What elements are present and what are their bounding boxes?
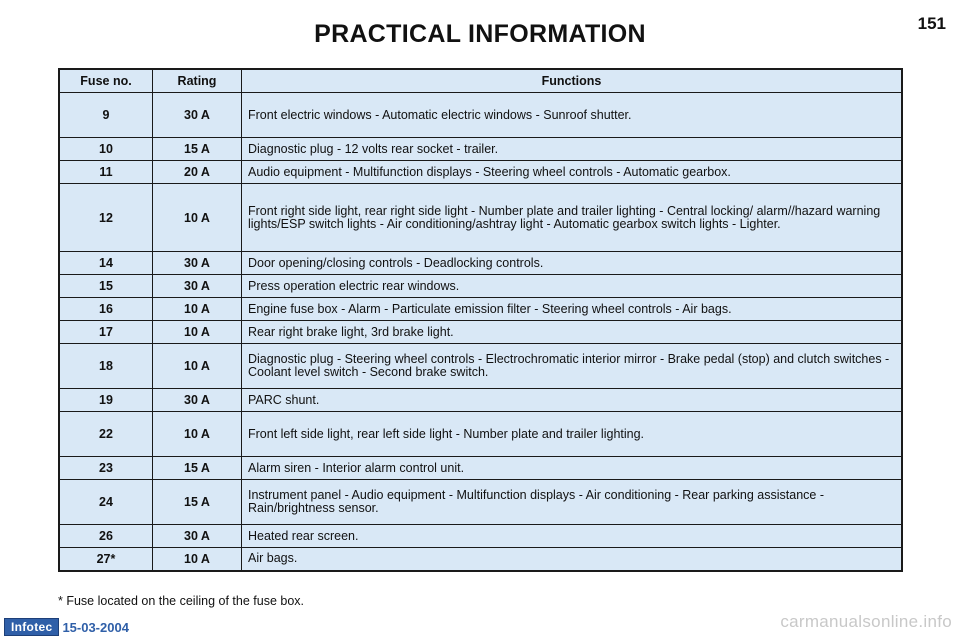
fuse-functions: Instrument panel - Audio equipment - Multifunction displays - Air conditioning - Rear parking assistance - Rain/brightness sensor. (242, 480, 903, 525)
fuse-number: 16 (59, 298, 153, 321)
fuse-functions: Audio equipment - Multifunction displays - Steering wheel controls - Automatic gearbox. (242, 161, 903, 184)
print-date: 15-03-2004 (62, 619, 129, 635)
table-row (59, 93, 902, 138)
fuse-number: 24 (59, 480, 153, 525)
table-row (59, 275, 902, 298)
table-row (59, 344, 902, 389)
column-header-functions: Functions (242, 69, 903, 93)
fuse-functions: Alarm siren - Interior alarm control unit. (242, 457, 903, 480)
fuse-rating: 30 A (153, 525, 242, 548)
infotec-logo: Infotec (4, 618, 59, 636)
table-row (59, 548, 902, 571)
fuse-functions: Heated rear screen. (242, 525, 903, 548)
fuse-functions: Press operation electric rear windows. (242, 275, 903, 298)
fuse-number: 18 (59, 344, 153, 389)
fuse-rating: 10 A (153, 298, 242, 321)
fuse-number: 15 (59, 275, 153, 298)
fuse-number: 17 (59, 321, 153, 344)
fuse-functions: Diagnostic plug - 12 volts rear socket - trailer. (242, 138, 903, 161)
table-row (59, 138, 902, 161)
fuse-number: 27* (59, 548, 153, 571)
column-header-rating: Rating (153, 69, 242, 93)
fuse-number: 11 (59, 161, 153, 184)
fuse-functions: PARC shunt. (242, 389, 903, 412)
fuse-rating: 10 A (153, 344, 242, 389)
footnote: * Fuse located on the ceiling of the fuse box. (58, 594, 304, 608)
table-row (59, 298, 902, 321)
fuse-rating: 10 A (153, 321, 242, 344)
table-row (59, 525, 902, 548)
fuse-number: 10 (59, 138, 153, 161)
fuse-number: 9 (59, 93, 153, 138)
fuse-number: 19 (59, 389, 153, 412)
table-row (59, 457, 902, 480)
fuse-number: 12 (59, 184, 153, 252)
fuse-rating: 10 A (153, 548, 242, 571)
fuse-rating: 15 A (153, 480, 242, 525)
fuse-functions: Rear right brake light, 3rd brake light. (242, 321, 903, 344)
table-row (59, 412, 902, 457)
fuse-rating: 30 A (153, 93, 242, 138)
fuse-number: 22 (59, 412, 153, 457)
fuse-rating: 15 A (153, 138, 242, 161)
table-row (59, 184, 902, 252)
fuse-table (58, 68, 903, 572)
fuse-functions: Air bags. (242, 548, 903, 571)
page-number: 151 (917, 14, 946, 33)
fuse-rating: 20 A (153, 161, 242, 184)
table-row (59, 161, 902, 184)
fuse-functions: Front left side light, rear left side light - Number plate and trailer lighting. (242, 412, 903, 457)
fuse-functions: Engine fuse box - Alarm - Particulate emission filter - Steering wheel controls - Air bags. (242, 298, 903, 321)
table-header-row (59, 69, 902, 93)
fuse-functions: Diagnostic plug - Steering wheel controls - Electrochromatic interior mirror - Brake pedal (stop) and clutch switches - Coolant level switch - Second brake switch. (242, 344, 903, 389)
table-row (59, 252, 902, 275)
fuse-rating: 30 A (153, 389, 242, 412)
fuse-rating: 30 A (153, 252, 242, 275)
footer (4, 619, 129, 635)
fuse-functions: Door opening/closing controls - Deadlocking controls. (242, 252, 903, 275)
fuse-number: 26 (59, 525, 153, 548)
fuse-functions: Front right side light, rear right side light - Number plate and trailer lighting - Central locking/ alarm//hazard warning lights/ESP switch lights - Air conditioning/ashtray light - Automatic gearbox switch lights - Lighter. (242, 184, 903, 252)
table-row (59, 321, 902, 344)
fuse-rating: 10 A (153, 184, 242, 252)
fuse-number: 14 (59, 252, 153, 275)
fuse-number: 23 (59, 457, 153, 480)
fuse-rating: 30 A (153, 275, 242, 298)
page-title: PRACTICAL INFORMATION (314, 20, 646, 48)
table-row (59, 389, 902, 412)
watermark: carmanualsonline.info (780, 612, 952, 631)
fuse-functions: Front electric windows - Automatic electric windows - Sunroof shutter. (242, 93, 903, 138)
table-row (59, 480, 902, 525)
fuse-rating: 10 A (153, 412, 242, 457)
column-header-fuse-no: Fuse no. (59, 69, 153, 93)
fuse-rating: 15 A (153, 457, 242, 480)
